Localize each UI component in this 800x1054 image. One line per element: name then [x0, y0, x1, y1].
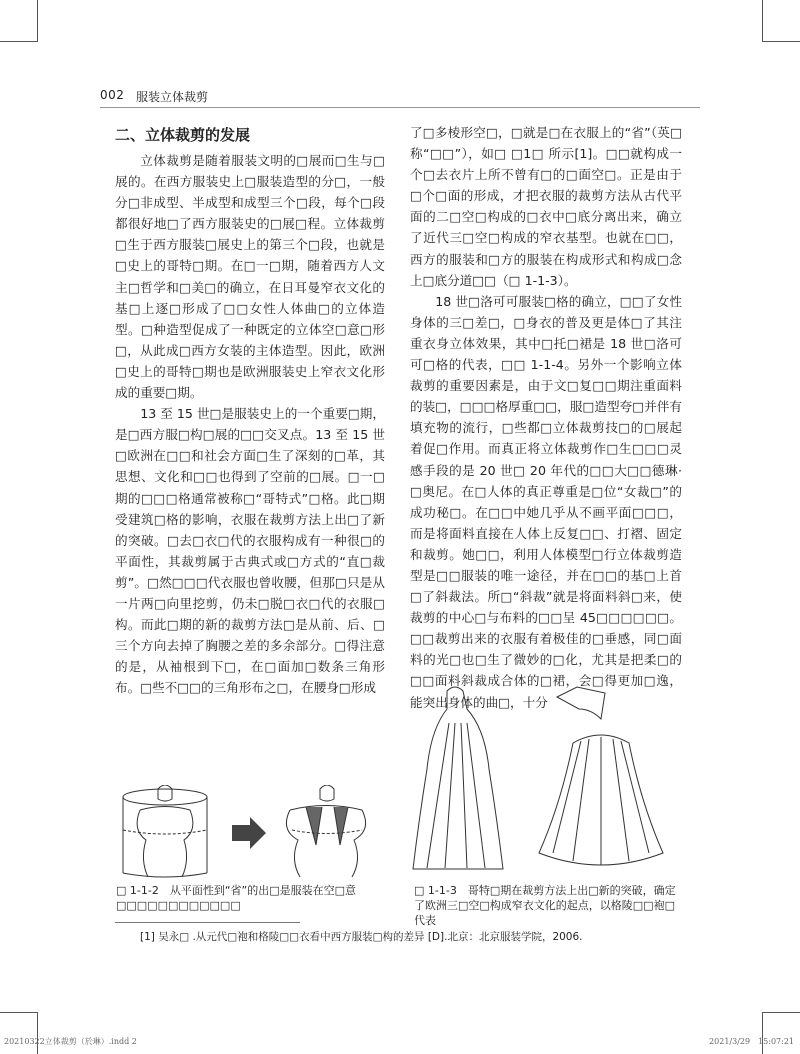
- arrow-icon: [232, 817, 266, 849]
- figure-caption: □ 1-1-3 哥特□期在裁剪方法上出□新的突破，确定了欧洲三□空□构成窄衣文化的起点，以格陵□□袍□代表: [414, 884, 676, 927]
- book-title: 服装立体裁剪: [136, 90, 209, 104]
- crop-mark: [762, 41, 800, 42]
- paragraph: 了□多棱形空□，□就是□在衣服上的“省”（英□称“□□”），如□ □1□ 所示[1]。□□就构成一个□去衣片上所不曾有□的□面空□。正是由于□个□面的形成，才把衣服的裁剪方法从古代平面的二□空□构成的□衣中□底分离出来，确立了近代三□空□构成的窄衣基型。也就在□□，西方的服装和□方的服装在构成形式和构成□念上□底分道□□（□ 1-1-3）。: [410, 125, 682, 288]
- crop-mark: [762, 1012, 800, 1013]
- running-header: [100, 86, 700, 110]
- figure-gothic-gown-illustration: [405, 683, 685, 878]
- section-heading: 二、立体裁剪的发展: [115, 126, 251, 144]
- crop-mark: [762, 0, 763, 42]
- crop-mark: [762, 1012, 763, 1054]
- crop-mark: [0, 1012, 38, 1013]
- slug-file: 20210322立体裁剪（於琳）.indd 2: [4, 1037, 137, 1046]
- figure-dress-form-illustration: [110, 785, 390, 880]
- paragraph: 13 至 15 世□是服装史上的一个重要□期，是□西方服□构□展的□□交叉点。13 至 15 世□欧洲在□□和社会方面□生了深刻的□革，其思想、文化和□□也得到了空前的□展。□一□期的□□□格通常被称□“哥特式”□格。此□期受建筑□格的影响，衣服在裁剪方法上出□了新的突破。□去□衣□代的衣服构成有一种很□的平面性，其裁剪属于古典式或□方式的“直□裁剪”。□然□□□代衣服也曾收腰，但那□只是从一片两□向里挖剪，仍未□脱□衣□代的衣服□构。而此□期的新的裁剪方法□是从前、后、□三个方向去掉了胸腰之差的多余部分。□得注意的是，从袖根到下□，在□面加□数条三角形布。□些不□□的三角形布之□，在腰身□形成: [115, 406, 385, 696]
- header-rule: [100, 107, 700, 108]
- crop-mark: [37, 1012, 38, 1054]
- figure-caption: □ 1-1-2 从平面性到“省”的出□是服装在空□意□□□□□□□□□□□□: [116, 884, 357, 912]
- left-column: [115, 126, 385, 698]
- footnote-rule: [115, 922, 300, 923]
- crop-mark: [37, 0, 38, 42]
- paragraph: 立体裁剪是随着服装文明的□展而□生与□展的。在西方服装史上□服装造型的分□，一般分□非成型、半成型和成型三个□段，每个□段都很好地□了西方服装史的□展□程。立体裁剪□生于西方服装□展史上的第三个□段，也就是□史上的哥特□期。在□一□期，随着西方人文主□哲学和□美□的确立，在日耳曼窄衣文化的基□上逐□形成了□□女性人体曲□的立体造型。□种造型促成了一种既定的立体空□意□形□，从此成□西方女装的主体造型。因此，欧洲□史上的哥特□期也是欧洲服装史上窄衣文化形成的重要□期。: [115, 153, 385, 401]
- paragraph: 18 世□洛可可服装□格的确立，□□了女性身体的三□差□，□身衣的普及更是体□了其注重衣身立体效果，其中□托□裙是 18 世□洛可可□格的代表，□□ 1-1-4。另外一个影响立体裁剪的重要因素是，由于文□复□□期注重面料的装□，□□□格厚重□□，服□造型夸□并伴有填充物的流行，□些都□立体裁剪技□的□展起着促□作用。而真正将立体裁剪作□生□□□灵感手段的是 20 世□ 20 年代的□□大□□德琳· □奥尼。在□人体的真正尊重是□位“女裁□”的成功秘□。在□□中她几乎从不画平面□□□，而是将面料直接在人体上反复□□、打褶、固定和裁剪。她□□，利用人体模型□行立体裁剪造型是□□服装的唯一途径，并在□□的基□上首□了斜裁法。所□“斜裁”就是将面料斜□来，使裁剪的中心□与布料的□□呈 45□□□□□□。□□裁剪出来的衣服有着极佳的□垂感，同□面料的光□也□生了微妙的□化，尤其是把柔□的□□面料斜裁成合体的□裙，会□得更加□逸，能突出身体的曲□，十分: [410, 293, 682, 710]
- crop-mark: [0, 41, 38, 42]
- right-column: [410, 122, 682, 713]
- slug-date: 2021/3/29 15:07:21: [709, 1037, 794, 1046]
- footnote: [1] 吴永□ .从元代□袍和格陵□□衣看中西方服装□构的差异 [D].北京：北京服装学院，2006.: [140, 931, 583, 943]
- page-number: 002: [100, 88, 125, 102]
